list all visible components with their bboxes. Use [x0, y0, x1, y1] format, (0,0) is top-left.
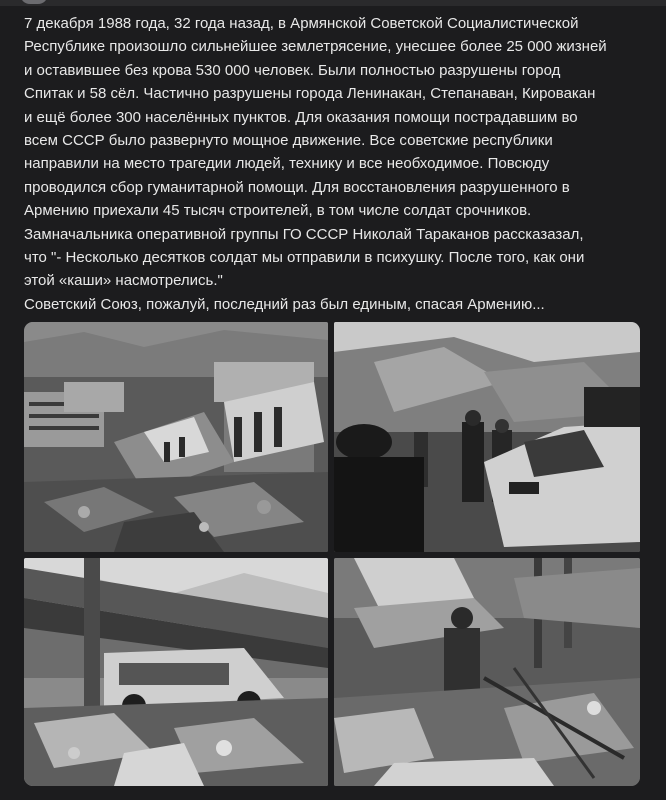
photo-grid	[24, 322, 640, 786]
rescuer-with-dog-in-rubble-photo[interactable]	[334, 558, 640, 786]
post-text: 7 декабря 1988 года, 32 года назад, в Армянской Советской Социалистической Республике произошло сильнейшее землетрясение, унесшее более 25 000 жизней и оставившее без крова 530 000 человек. Были полностью разрушены город Спитак и 58 сёл. Частично разрушены города Ленинакан, Степанаван, Кировакан и ещё более 300 населённых пунктов. Для оказания помощи пострадавшим во всем СССР было развернуто мощное движение. Все советские республики направили на место трагедии людей, технику и все необходимое. Повсюду проводился сбор гуманитарной помощи. Для восстановления разрушенного в Армению приехали 45 тысяч строителей, в том числе солдат срочников. Замначальника оперативной группы ГО СССР Николай Тараканов рассказазал, что "- Несколько десятков солдат мы отправили в психушку. После того, как они этой «каши» насмотрелись." Советский Союз, пожалуй, последний раз был единым, спасая Армению...	[24, 15, 607, 313]
crushed-car-under-slab-photo[interactable]	[24, 558, 328, 786]
destroyed-city-aerial-photo[interactable]	[24, 322, 328, 552]
rescuers-at-collapsed-building-photo[interactable]	[334, 322, 640, 552]
